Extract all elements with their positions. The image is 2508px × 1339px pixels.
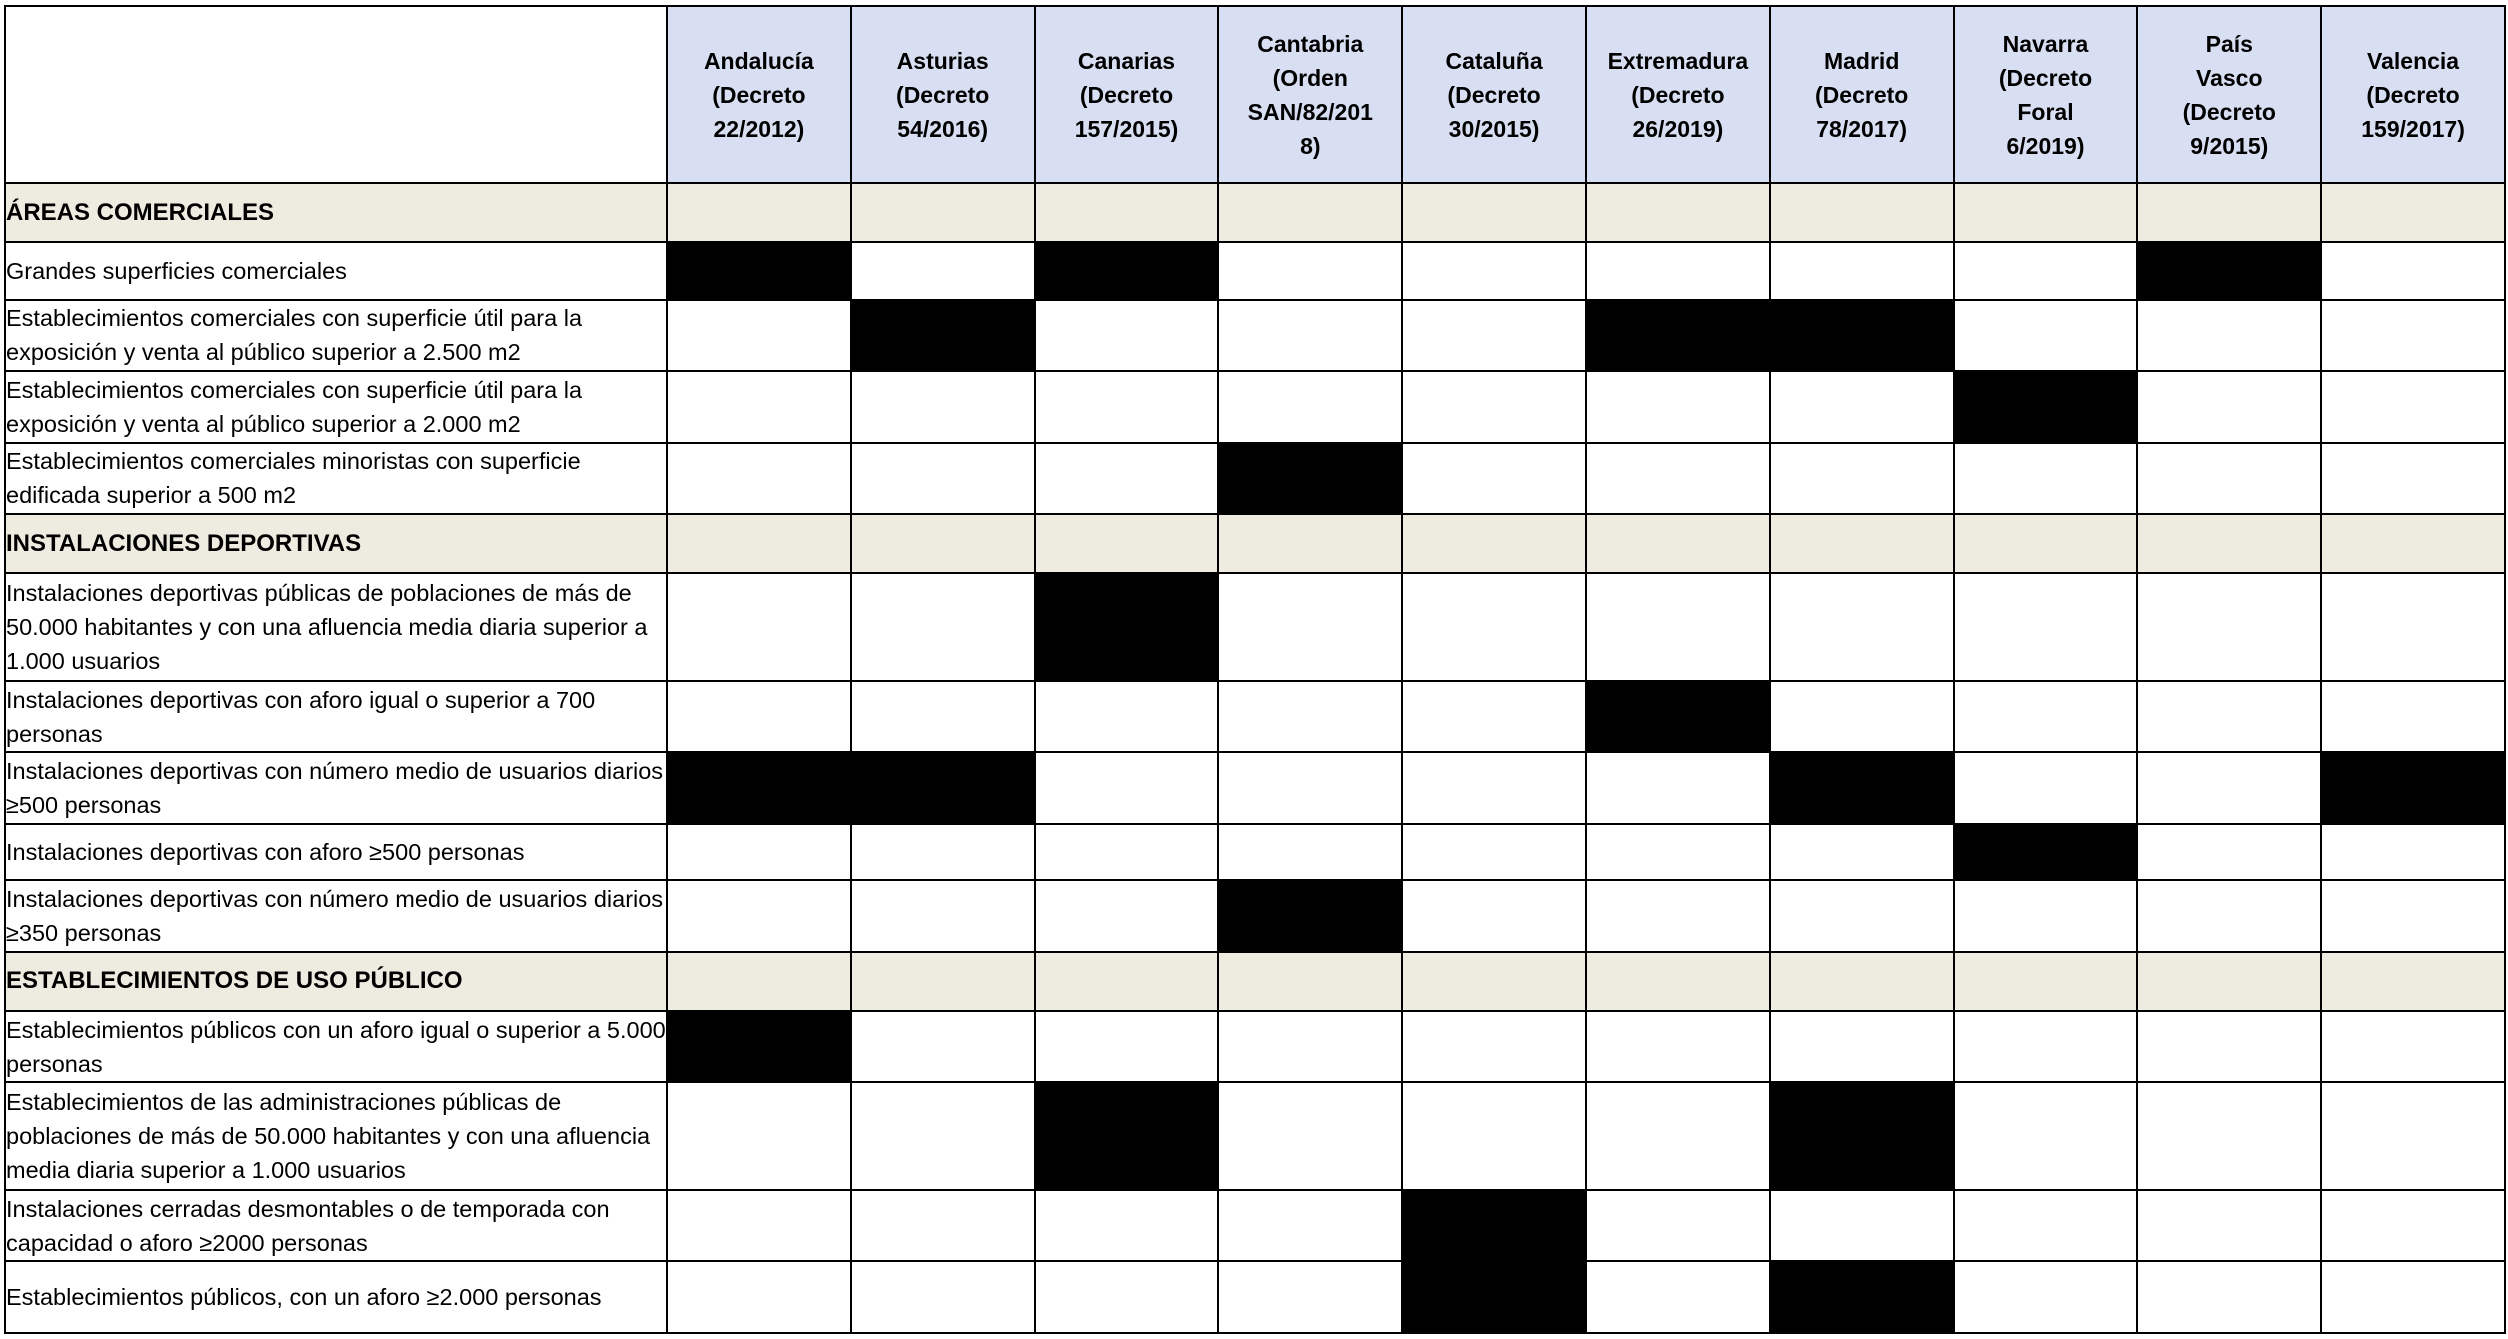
empty-cell [1218, 242, 1402, 299]
table-row [5, 371, 2505, 442]
empty-cell [667, 573, 851, 681]
section-cell [2137, 183, 2321, 242]
empty-cell [667, 1082, 851, 1190]
empty-cell [1402, 242, 1586, 299]
empty-cell [2321, 1261, 2505, 1333]
regulations-table [4, 5, 2506, 1334]
section-cell [1770, 183, 1954, 242]
empty-cell [2321, 880, 2505, 951]
row-label: Instalaciones cerradas desmontables o de temporada con capacidad o aforo ≥2000 personas [5, 1190, 667, 1261]
section-cell [1218, 952, 1402, 1011]
empty-cell [1218, 752, 1402, 823]
empty-cell [1035, 681, 1219, 752]
empty-cell [1035, 1261, 1219, 1333]
empty-cell [667, 880, 851, 951]
empty-cell [1954, 1011, 2138, 1082]
empty-cell [667, 300, 851, 371]
empty-cell [851, 242, 1035, 299]
empty-cell [1402, 300, 1586, 371]
section-cell [2321, 952, 2505, 1011]
empty-cell [1954, 681, 2138, 752]
section-cell [1586, 952, 1770, 1011]
column-header: Navarra (Decreto Foral 6/2019) [1954, 6, 2138, 183]
section-cell [667, 514, 851, 573]
empty-cell [851, 880, 1035, 951]
table-row [5, 1011, 2505, 1082]
filled-cell [1954, 371, 2138, 442]
section-cell [1770, 514, 1954, 573]
empty-cell [1954, 443, 2138, 514]
empty-cell [1218, 1082, 1402, 1190]
empty-cell [1218, 681, 1402, 752]
empty-cell [2321, 573, 2505, 681]
empty-cell [1954, 242, 2138, 299]
empty-cell [1035, 880, 1219, 951]
empty-cell [2137, 681, 2321, 752]
empty-cell [2321, 1011, 2505, 1082]
empty-cell [1402, 371, 1586, 442]
empty-cell [667, 681, 851, 752]
column-header: Cataluña (Decreto 30/2015) [1402, 6, 1586, 183]
row-label: Establecimientos comerciales minoristas con superficie edificada superior a 500 m2 [5, 443, 667, 514]
empty-cell [1402, 880, 1586, 951]
empty-cell [2321, 1082, 2505, 1190]
empty-cell [1954, 1261, 2138, 1333]
table-row [5, 1190, 2505, 1261]
empty-cell [1035, 1011, 1219, 1082]
section-cell [1218, 183, 1402, 242]
empty-cell [2321, 242, 2505, 299]
empty-cell [1586, 1011, 1770, 1082]
section-row [5, 952, 2505, 1011]
empty-cell [2137, 1082, 2321, 1190]
empty-cell [851, 443, 1035, 514]
column-header: Asturias (Decreto 54/2016) [851, 6, 1035, 183]
filled-cell [1402, 1190, 1586, 1261]
row-label: Establecimientos públicos, con un aforo ≥2.000 personas [5, 1261, 667, 1333]
empty-cell [1586, 1261, 1770, 1333]
empty-cell [1035, 443, 1219, 514]
empty-cell [1218, 371, 1402, 442]
row-label: Establecimientos comerciales con superficie útil para la exposición y venta al público superior a 2.000 m2 [5, 371, 667, 442]
section-cell [1770, 952, 1954, 1011]
empty-cell [2137, 371, 2321, 442]
header-row [5, 6, 2505, 183]
empty-cell [1402, 1082, 1586, 1190]
table-row [5, 681, 2505, 752]
empty-cell [1402, 443, 1586, 514]
empty-cell [1035, 1190, 1219, 1261]
row-label: Grandes superficies comerciales [5, 242, 667, 299]
empty-cell [1954, 752, 2138, 823]
filled-cell [1218, 880, 1402, 951]
filled-cell [1218, 443, 1402, 514]
filled-cell [2137, 242, 2321, 299]
section-cell [1402, 952, 1586, 1011]
section-cell [1586, 514, 1770, 573]
empty-cell [2321, 824, 2505, 880]
table-row [5, 443, 2505, 514]
empty-cell [2137, 1190, 2321, 1261]
section-cell [2321, 183, 2505, 242]
empty-cell [851, 824, 1035, 880]
column-header: País Vasco (Decreto 9/2015) [2137, 6, 2321, 183]
empty-cell [1954, 573, 2138, 681]
empty-cell [1218, 1011, 1402, 1082]
section-cell [2137, 952, 2321, 1011]
filled-cell [1770, 752, 1954, 823]
empty-cell [2137, 300, 2321, 371]
section-row [5, 183, 2505, 242]
section-title: ÁREAS COMERCIALES [5, 183, 667, 242]
empty-cell [667, 371, 851, 442]
empty-cell [1402, 1011, 1586, 1082]
empty-cell [1770, 573, 1954, 681]
filled-cell [1770, 300, 1954, 371]
empty-cell [851, 371, 1035, 442]
filled-cell [1770, 1082, 1954, 1190]
section-cell [1035, 183, 1219, 242]
empty-cell [1035, 824, 1219, 880]
empty-cell [1770, 1011, 1954, 1082]
filled-cell [851, 300, 1035, 371]
column-header: Madrid (Decreto 78/2017) [1770, 6, 1954, 183]
section-cell [1035, 952, 1219, 1011]
empty-cell [2321, 681, 2505, 752]
table-row [5, 1082, 2505, 1190]
empty-cell [2321, 443, 2505, 514]
empty-cell [667, 443, 851, 514]
empty-cell [1218, 824, 1402, 880]
row-label: Establecimientos comerciales con superficie útil para la exposición y venta al público superior a 2.500 m2 [5, 300, 667, 371]
empty-cell [2137, 573, 2321, 681]
empty-cell [2137, 880, 2321, 951]
empty-cell [2137, 752, 2321, 823]
empty-cell [1954, 880, 2138, 951]
empty-cell [2321, 300, 2505, 371]
empty-cell [1035, 752, 1219, 823]
section-cell [1402, 183, 1586, 242]
empty-cell [1586, 1190, 1770, 1261]
empty-cell [2321, 1190, 2505, 1261]
empty-cell [1954, 300, 2138, 371]
empty-cell [1770, 1190, 1954, 1261]
empty-cell [1770, 371, 1954, 442]
empty-cell [1770, 681, 1954, 752]
row-label: Instalaciones deportivas con aforo ≥500 personas [5, 824, 667, 880]
empty-cell [1586, 752, 1770, 823]
section-title: INSTALACIONES DEPORTIVAS [5, 514, 667, 573]
empty-cell [2321, 371, 2505, 442]
empty-cell [851, 1011, 1035, 1082]
empty-cell [667, 1190, 851, 1261]
empty-cell [1402, 752, 1586, 823]
empty-cell [1586, 880, 1770, 951]
section-cell [851, 514, 1035, 573]
row-label: Establecimientos públicos con un aforo igual o superior a 5.000 personas [5, 1011, 667, 1082]
filled-cell [1954, 824, 2138, 880]
empty-cell [1402, 681, 1586, 752]
table-row [5, 300, 2505, 371]
empty-cell [1954, 1082, 2138, 1190]
section-cell [851, 183, 1035, 242]
empty-cell [1954, 1190, 2138, 1261]
header-corner-cell [5, 6, 667, 183]
table-row [5, 573, 2505, 681]
filled-cell [851, 752, 1035, 823]
empty-cell [2137, 1011, 2321, 1082]
empty-cell [1770, 824, 1954, 880]
filled-cell [667, 752, 851, 823]
table-row [5, 242, 2505, 299]
section-cell [1218, 514, 1402, 573]
section-cell [1586, 183, 1770, 242]
filled-cell [2321, 752, 2505, 823]
section-cell [2321, 514, 2505, 573]
filled-cell [1402, 1261, 1586, 1333]
empty-cell [851, 1261, 1035, 1333]
section-cell [1954, 183, 2138, 242]
empty-cell [1218, 300, 1402, 371]
section-cell [1402, 514, 1586, 573]
filled-cell [1586, 681, 1770, 752]
empty-cell [667, 824, 851, 880]
column-header: Andalucía (Decreto 22/2012) [667, 6, 851, 183]
column-header: Extremadura (Decreto 26/2019) [1586, 6, 1770, 183]
section-cell [667, 952, 851, 1011]
empty-cell [1586, 824, 1770, 880]
empty-cell [851, 1082, 1035, 1190]
empty-cell [1218, 1190, 1402, 1261]
section-title: ESTABLECIMIENTOS DE USO PÚBLICO [5, 952, 667, 1011]
section-row [5, 514, 2505, 573]
filled-cell [1035, 1082, 1219, 1190]
row-label: Instalaciones deportivas con número medio de usuarios diarios ≥500 personas [5, 752, 667, 823]
empty-cell [1218, 1261, 1402, 1333]
column-header: Valencia (Decreto 159/2017) [2321, 6, 2505, 183]
empty-cell [1586, 573, 1770, 681]
empty-cell [1770, 242, 1954, 299]
empty-cell [851, 573, 1035, 681]
empty-cell [1402, 573, 1586, 681]
section-cell [851, 952, 1035, 1011]
filled-cell [1035, 573, 1219, 681]
empty-cell [1402, 824, 1586, 880]
column-header: Cantabria (Orden SAN/82/201 8) [1218, 6, 1402, 183]
empty-cell [1035, 300, 1219, 371]
column-header: Canarias (Decreto 157/2015) [1035, 6, 1219, 183]
empty-cell [1586, 443, 1770, 514]
filled-cell [1035, 242, 1219, 299]
table-row [5, 880, 2505, 951]
empty-cell [851, 1190, 1035, 1261]
section-cell [1954, 514, 2138, 573]
section-cell [1035, 514, 1219, 573]
empty-cell [1035, 371, 1219, 442]
empty-cell [1218, 573, 1402, 681]
empty-cell [667, 1261, 851, 1333]
row-label: Instalaciones deportivas con número medio de usuarios diarios ≥350 personas [5, 880, 667, 951]
row-label: Instalaciones deportivas con aforo igual o superior a 700 personas [5, 681, 667, 752]
empty-cell [1586, 1082, 1770, 1190]
filled-cell [1770, 1261, 1954, 1333]
filled-cell [667, 1011, 851, 1082]
empty-cell [1770, 443, 1954, 514]
filled-cell [667, 242, 851, 299]
empty-cell [1586, 371, 1770, 442]
section-cell [667, 183, 851, 242]
table-row [5, 1261, 2505, 1333]
table-row [5, 824, 2505, 880]
row-label: Instalaciones deportivas públicas de poblaciones de más de 50.000 habitantes y con una afluencia media diaria superior a 1.000 usuarios [5, 573, 667, 681]
empty-cell [851, 681, 1035, 752]
empty-cell [1770, 880, 1954, 951]
empty-cell [2137, 1261, 2321, 1333]
empty-cell [2137, 443, 2321, 514]
section-cell [2137, 514, 2321, 573]
section-cell [1954, 952, 2138, 1011]
empty-cell [1586, 242, 1770, 299]
filled-cell [1586, 300, 1770, 371]
row-label: Establecimientos de las administraciones públicas de poblaciones de más de 50.000 habitantes y con una afluencia media diaria superior a 1.000 usuarios [5, 1082, 667, 1190]
table-row [5, 752, 2505, 823]
empty-cell [2137, 824, 2321, 880]
